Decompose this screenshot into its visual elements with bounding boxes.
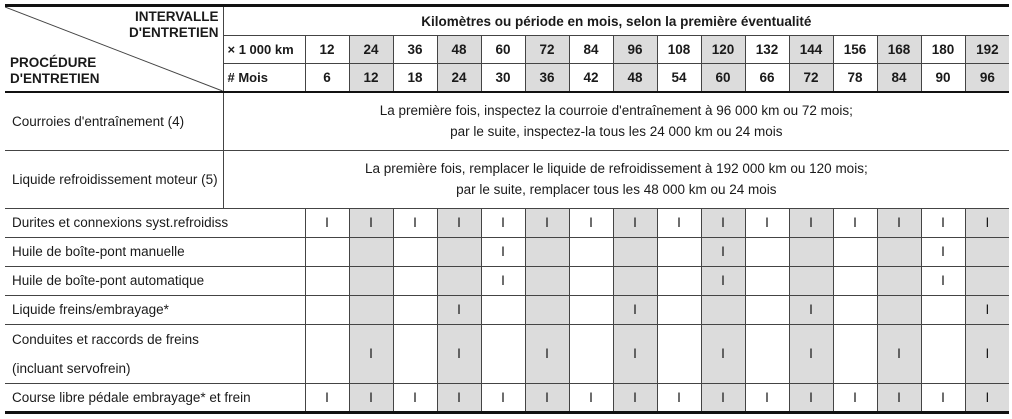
interval-mark-cell: I [789, 295, 833, 324]
table-row [5, 150, 1009, 208]
interval-mark-cell: I [305, 383, 349, 412]
interval-mark-cell: I [349, 208, 393, 237]
interval-label: INTERVALLE D'ENTRETIEN [129, 9, 219, 40]
interval-mark-cell: I [613, 208, 657, 237]
row-label: Durites et connexions syst.refroidiss [5, 208, 305, 237]
interval-mark-cell: I [701, 266, 745, 295]
row-note: La première fois, inspectez la courroie d'entraînement à 96 000 km ou 72 mois; par le suite, inspectez-la tous les 24 000 km ou 24 mois [223, 92, 1009, 150]
interval-mark-cell [745, 237, 789, 266]
interval-mark-cell [833, 295, 877, 324]
interval-mark-cell [921, 324, 965, 383]
interval-mark-cell [525, 295, 569, 324]
interval-mark-cell: I [789, 324, 833, 383]
interval-mark-cell: I [701, 208, 745, 237]
km-value-cell: 192 [965, 36, 1009, 64]
interval-mark-cell: I [481, 383, 525, 412]
interval-mark-cell: I [657, 208, 701, 237]
km-value-cell: 108 [657, 36, 701, 64]
month-value-cell: 72 [789, 64, 833, 92]
interval-mark-cell [393, 295, 437, 324]
interval-mark-cell [965, 237, 1009, 266]
interval-mark-cell [437, 237, 481, 266]
procedure-label: PROCÉDURE D'ENTRETIEN [10, 55, 100, 86]
interval-mark-cell: I [833, 208, 877, 237]
month-value-cell: 96 [965, 64, 1009, 92]
interval-mark-cell: I [877, 208, 921, 237]
km-value-cell: 84 [569, 36, 613, 64]
km-value-cell: 144 [789, 36, 833, 64]
interval-mark-cell: I [613, 383, 657, 412]
km-value-cell: 96 [613, 36, 657, 64]
month-value-cell: 18 [393, 64, 437, 92]
interval-mark-cell [481, 295, 525, 324]
interval-mark-cell [657, 237, 701, 266]
table-row [5, 237, 1009, 266]
km-value-cell: 132 [745, 36, 789, 64]
interval-mark-cell: I [569, 383, 613, 412]
interval-mark-cell: I [965, 324, 1009, 383]
interval-mark-cell [569, 266, 613, 295]
month-value-cell: 12 [349, 64, 393, 92]
interval-mark-cell: I [921, 237, 965, 266]
interval-mark-cell: I [701, 383, 745, 412]
months-unit-label: # Mois [223, 64, 305, 92]
interval-mark-cell: I [965, 295, 1009, 324]
interval-mark-cell: I [481, 266, 525, 295]
table-row [5, 266, 1009, 295]
interval-mark-cell [657, 324, 701, 383]
interval-mark-cell: I [701, 324, 745, 383]
month-value-cell: 24 [437, 64, 481, 92]
interval-mark-cell [569, 237, 613, 266]
interval-mark-cell [877, 237, 921, 266]
row-label: Liquide freins/embrayage* [5, 295, 305, 324]
row-label: Huile de boîte-pont automatique [5, 266, 305, 295]
interval-mark-cell: I [437, 383, 481, 412]
interval-mark-cell: I [789, 383, 833, 412]
interval-mark-cell [393, 237, 437, 266]
km-value-cell: 72 [525, 36, 569, 64]
interval-mark-cell [613, 237, 657, 266]
interval-mark-cell [745, 266, 789, 295]
interval-mark-cell [305, 295, 349, 324]
interval-mark-cell [877, 266, 921, 295]
interval-mark-cell: I [525, 208, 569, 237]
interval-mark-cell [745, 324, 789, 383]
interval-mark-cell: I [921, 208, 965, 237]
month-value-cell: 30 [481, 64, 525, 92]
km-value-cell: 120 [701, 36, 745, 64]
interval-mark-cell [789, 237, 833, 266]
month-value-cell: 60 [701, 64, 745, 92]
interval-mark-cell [349, 266, 393, 295]
interval-mark-cell: I [921, 266, 965, 295]
interval-mark-cell [657, 295, 701, 324]
interval-mark-cell: I [613, 324, 657, 383]
interval-mark-cell [481, 324, 525, 383]
table-row [5, 383, 1009, 412]
km-value-cell: 24 [349, 36, 393, 64]
interval-mark-cell [569, 295, 613, 324]
row-label: Liquide refroidissement moteur (5) [5, 150, 223, 208]
interval-mark-cell [305, 266, 349, 295]
interval-mark-cell [525, 237, 569, 266]
interval-mark-cell [525, 266, 569, 295]
interval-mark-cell: I [393, 208, 437, 237]
interval-mark-cell [437, 266, 481, 295]
interval-mark-cell: I [789, 208, 833, 237]
interval-mark-cell [701, 295, 745, 324]
interval-mark-cell: I [745, 208, 789, 237]
interval-mark-cell: I [437, 208, 481, 237]
maintenance-schedule-table [5, 4, 1009, 414]
interval-mark-cell [877, 295, 921, 324]
interval-mark-cell [833, 237, 877, 266]
km-period-title: Kilomètres ou période en mois, selon la première éventualité [223, 6, 1009, 36]
interval-mark-cell: I [877, 324, 921, 383]
interval-mark-cell: I [349, 324, 393, 383]
interval-mark-cell: I [657, 383, 701, 412]
interval-mark-cell [833, 324, 877, 383]
interval-mark-cell: I [525, 383, 569, 412]
month-value-cell: 78 [833, 64, 877, 92]
interval-mark-cell [921, 295, 965, 324]
interval-mark-cell: I [701, 237, 745, 266]
km-value-cell: 168 [877, 36, 921, 64]
table-row [5, 92, 1009, 150]
interval-mark-cell [789, 266, 833, 295]
km-value-cell: 12 [305, 36, 349, 64]
interval-mark-cell: I [437, 295, 481, 324]
interval-mark-cell [613, 266, 657, 295]
interval-mark-cell: I [525, 324, 569, 383]
interval-mark-cell: I [745, 383, 789, 412]
row-label: Courroies d'entraînement (4) [5, 92, 223, 150]
month-value-cell: 6 [305, 64, 349, 92]
row-label: Course libre pédale embrayage* et frein [5, 383, 305, 412]
header-corner-cell [5, 6, 223, 93]
table-row [5, 295, 1009, 324]
interval-mark-cell [349, 295, 393, 324]
month-value-cell: 84 [877, 64, 921, 92]
interval-mark-cell [393, 324, 437, 383]
interval-mark-cell [305, 237, 349, 266]
table-row [5, 324, 1009, 383]
row-label: Huile de boîte-pont manuelle [5, 237, 305, 266]
interval-mark-cell [657, 266, 701, 295]
interval-mark-cell [349, 237, 393, 266]
interval-mark-cell: I [393, 383, 437, 412]
month-value-cell: 42 [569, 64, 613, 92]
interval-mark-cell: I [965, 208, 1009, 237]
interval-mark-cell: I [877, 383, 921, 412]
interval-mark-cell: I [437, 324, 481, 383]
interval-mark-cell: I [569, 208, 613, 237]
interval-mark-cell: I [349, 383, 393, 412]
km-value-cell: 180 [921, 36, 965, 64]
table-row [5, 208, 1009, 237]
month-value-cell: 54 [657, 64, 701, 92]
interval-mark-cell: I [481, 237, 525, 266]
month-value-cell: 36 [525, 64, 569, 92]
km-value-cell: 36 [393, 36, 437, 64]
interval-mark-cell [569, 324, 613, 383]
interval-mark-cell: I [613, 295, 657, 324]
interval-mark-cell [745, 295, 789, 324]
interval-mark-cell: I [305, 208, 349, 237]
km-value-cell: 156 [833, 36, 877, 64]
row-note: La première fois, remplacer le liquide de refroidissement à 192 000 km ou 120 mois; par le suite, remplacer tous les 48 000 km ou 24 mois [223, 150, 1009, 208]
month-value-cell: 90 [921, 64, 965, 92]
interval-mark-cell [833, 266, 877, 295]
month-value-cell: 66 [745, 64, 789, 92]
interval-mark-cell: I [481, 208, 525, 237]
km-value-cell: 60 [481, 36, 525, 64]
interval-mark-cell [965, 266, 1009, 295]
interval-mark-cell: I [965, 383, 1009, 412]
km-value-cell: 48 [437, 36, 481, 64]
km-unit-label: × 1 000 km [223, 36, 305, 64]
interval-mark-cell: I [833, 383, 877, 412]
interval-mark-cell [305, 324, 349, 383]
interval-mark-cell: I [921, 383, 965, 412]
interval-mark-cell [393, 266, 437, 295]
month-value-cell: 48 [613, 64, 657, 92]
row-label: Conduites et raccords de freins (incluant servofrein) [5, 324, 305, 383]
